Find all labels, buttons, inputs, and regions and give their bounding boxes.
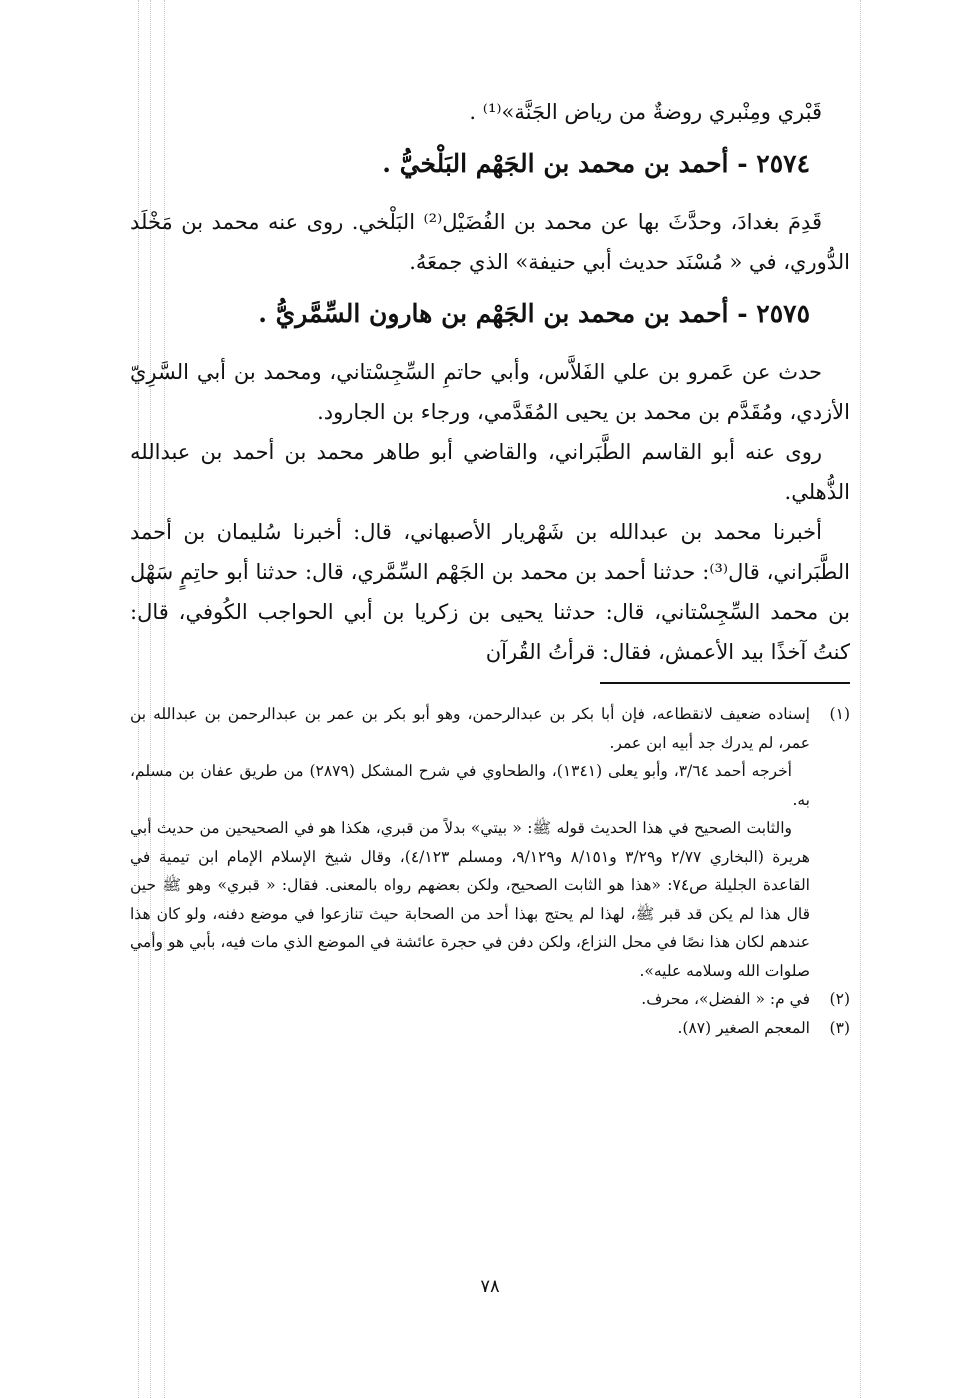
footnote-divider: [600, 682, 850, 684]
footnotes: [130, 700, 850, 1042]
footnote-1-text-3: والثابت الصحيح في هذا الحديث قوله ﷺ: « بيتي» بدلاً من قبري، هكذا هو في الصحيحين من حديث أبي هريرة (البخاري ٢/٧٧ و٣/٢٩ و٨/١٥١ و٩/١٢٩، ومسلم ٤/١٢٣)، وقال شيخ الإسلام الإمام ابن تيمية في القاعدة الجليلة ص٧٤: «هذا هو الثابت الصحيح، ولكن بعضهم رواه بالمعنى. فقال: « قبري» وهو ﷺ حين قال هذا لم يكن قد قبر ﷺ، لهذا لم يحتج بهذا أحد من الصحابة حيث تنازعوا في موضع دفنه، ولو كان هذا عندهم لكان هذا نصًا في محل النزاع، ولكن دفن في حجرة عائشة في الموضع الذي مات فيه، بأبي هو وأمي صلوات الله وسلامه عليه».: [130, 819, 810, 980]
entry-2574-paragraph: قَدِمَ بغدادَ، وحدَّثَ بها عن محمد بن الفُضَيْل⁽²⁾ البَلْخي. روى عنه محمد بن مَخْلَد الدُّوري، في « مُسْنَد حديث أبي حنيفة» الذي جمعَهُ.: [130, 210, 850, 274]
footnote-1-text-2: أخرجه أحمد ٣/٦٤، وأبو يعلى (١٣٤١)، والطحاوي في شرح المشكل (٢٨٧٩) من طريق عفان بن مسلم، به.: [130, 762, 810, 809]
entry-2575-paragraph-1: حدث عن عَمرو بن علي الفَلاَّس، وأبي حاتمِ السِّجِسْتاني، ومحمد بن أبي السَّرِيّ الأزدي، ومُقَدَّم بن محمد بن يحيى المُقَدَّمي، ورجاء بن الجارود.: [130, 360, 850, 424]
footnote-2-text: في م: « الفضل»، محرف.: [641, 990, 810, 1008]
footnote-3: [130, 1014, 850, 1043]
footnote-number: (١): [829, 705, 850, 723]
footnote-1: [130, 700, 850, 985]
entry-2574-heading: ٢٥٧٤ - أحمد بن محمد بن الجَهْم البَلْخيُّ .: [382, 149, 810, 178]
entry-2575-heading: ٢٥٧٥ - أحمد بن محمد بن الجَهْم بن هارون السِّمَّريُّ .: [258, 299, 810, 328]
book-page: [130, 92, 850, 1362]
page-number: ٧٨: [480, 1276, 500, 1297]
entry-2575-paragraph-2: روى عنه أبو القاسم الطَّبَراني، والقاضي أبو طاهر محمد بن أحمد بن عبدالله الذُّهلي.: [130, 440, 850, 504]
footnote-2: [130, 985, 850, 1014]
footnote-1-text-1: إسناده ضعيف لانقطاعه، فإن أبا بكر بن عبدالرحمن، وهو أبو بكر بن عمر بن عبدالرحمن بن عبدالله بن عمر، لم يدرك جد أبيه ابن عمر.: [130, 705, 810, 752]
entry-2575-paragraph-3: أخبرنا محمد بن عبدالله بن شَهْريار الأصبهاني، قال: أخبرنا سُليمان بن أحمد الطَّبَراني، قال⁽³⁾: حدثنا أحمد بن محمد بن الجَهْم السِّمَّري، قال: حدثنا أبو حاتِمٍ سَهْل بن محمد السِّجِسْتاني، قال: حدثنا يحيى بن زكريا بن أبي الحواجب الكُوفي، قال: كنتُ آخذًا بيد الأعمش، فقال: قرأتُ القُرآن: [130, 520, 850, 664]
main-text: [130, 92, 850, 672]
footnote-3-text: المعجم الصغير (٨٧).: [677, 1018, 810, 1037]
footnote-number: (٣): [829, 1018, 850, 1037]
footnote-number: (٢): [829, 990, 850, 1008]
opening-line: قَبْري ومِنْبري روضةٌ من رياض الجَنَّة»⁽¹⁾ .: [469, 100, 822, 124]
